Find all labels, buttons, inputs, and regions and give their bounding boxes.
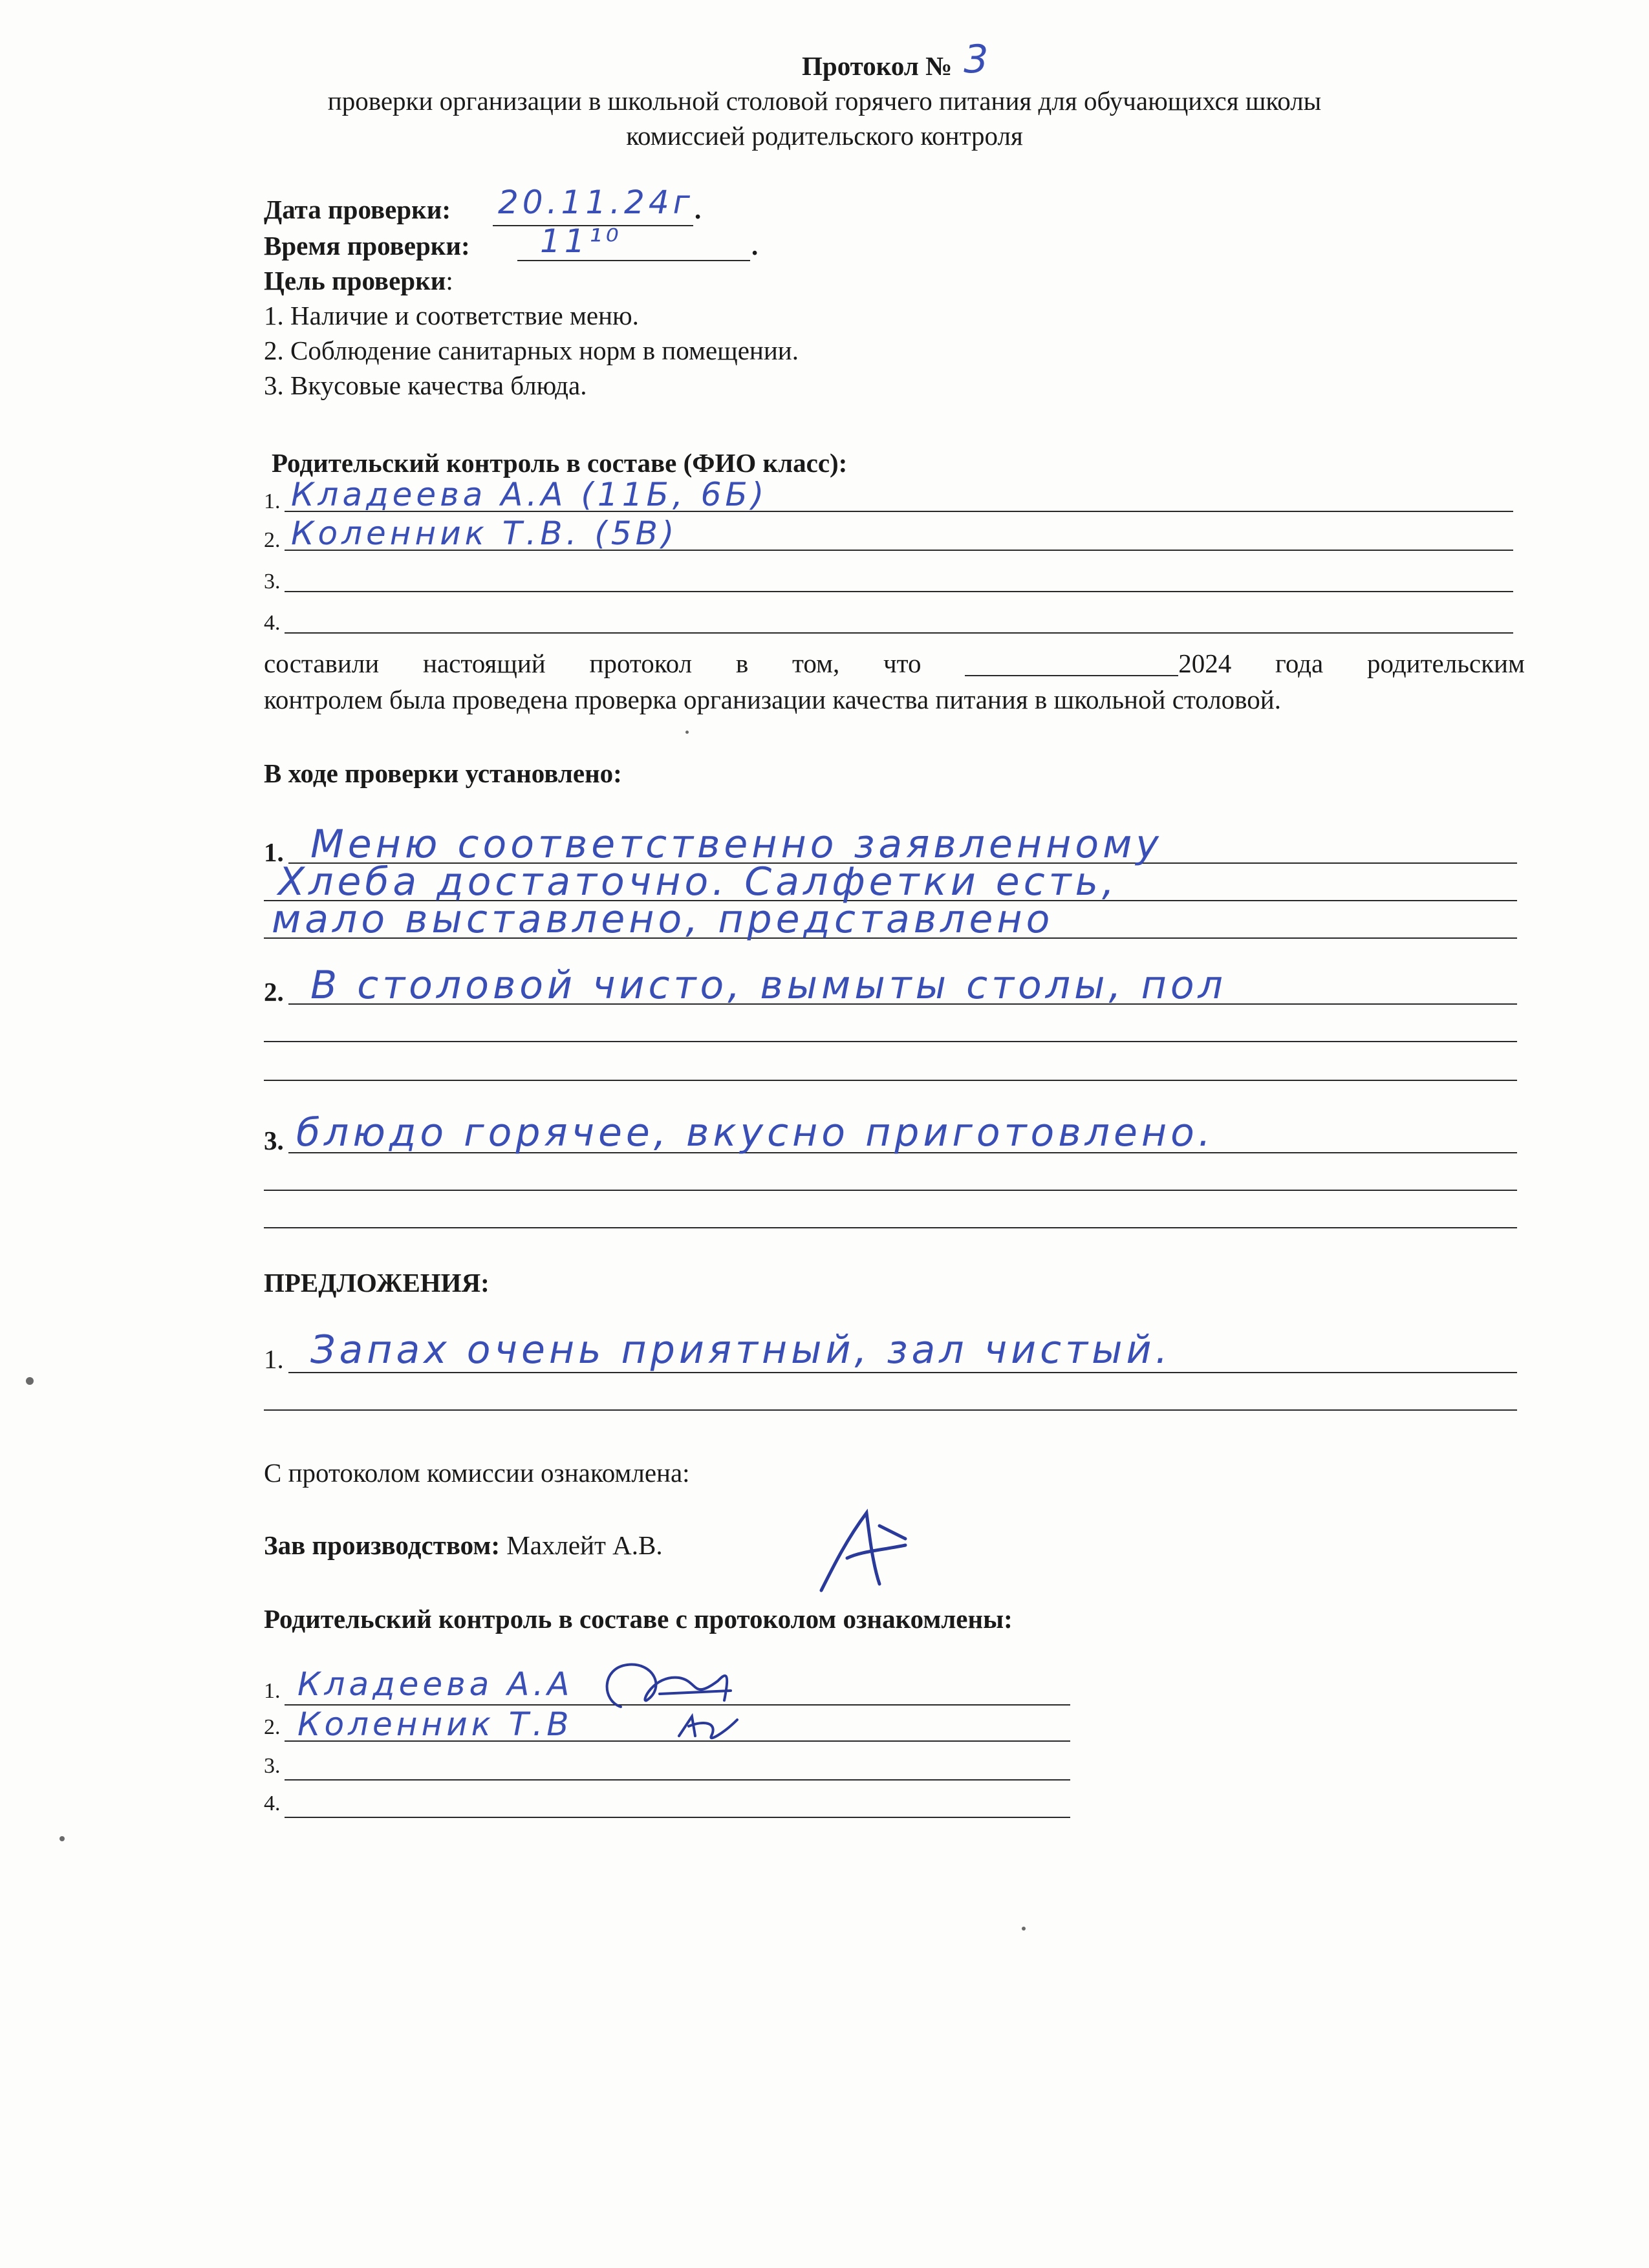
member-number: 1.: [264, 489, 281, 513]
finding-text: блюдо горячее, вкусно приготовлено.: [296, 1110, 1214, 1155]
goal-item: 2. Соблюдение санитарных норм в помещении.: [264, 336, 799, 365]
committee-heading: Родительский контроль в составе (ФИО класс):: [272, 448, 848, 478]
acknowledgement-text: С протоколом комиссии ознакомлена:: [264, 1458, 690, 1488]
statement-word: настоящий: [423, 648, 546, 678]
member-name: Кладеева А.А (11Б, 6Б): [291, 476, 768, 513]
goal-heading: Цель проверки:: [264, 266, 453, 295]
time-underline: [517, 260, 750, 261]
finding-line: [264, 1227, 1517, 1228]
parent-name: Коленник Т.В: [297, 1706, 573, 1743]
finding-text: Хлеба достаточно. Салфетки есть,: [278, 859, 1119, 904]
manager-row: [264, 1527, 663, 1563]
member-line: [285, 591, 1513, 592]
finding-line: [264, 1190, 1517, 1191]
statement-word: в: [735, 648, 749, 678]
finding-text: Меню соответственно заявленному: [310, 822, 1163, 867]
parent-name: Кладеева А.А: [297, 1665, 574, 1703]
date-label: Дата проверки:: [264, 195, 451, 224]
parent-number: 1.: [264, 1679, 281, 1703]
subtitle-line-2: комиссией родительского контроля: [626, 121, 1023, 151]
statement-date-underline: [965, 649, 1178, 676]
proposal-line: [264, 1409, 1517, 1411]
subtitle-line-1: проверки организации в школьной столовой горячего питания для обучающихся школы: [327, 86, 1322, 116]
manager-name: Махлейт А.В.: [506, 1530, 663, 1560]
parent-number: 4.: [264, 1792, 281, 1815]
parent-number: 2.: [264, 1715, 281, 1739]
statement-date-blank: [965, 645, 1231, 681]
finding-text: мало выставлено, представлено: [272, 897, 1054, 942]
member-line: [285, 632, 1513, 634]
date-value: 20.11.24г: [498, 184, 694, 221]
finding-number: 1.: [264, 837, 284, 867]
time-period: .: [751, 231, 759, 261]
statement-line-2: контролем была проведена проверка организации качества питания в школьной столовой.: [264, 685, 1281, 714]
parent-line: [285, 1779, 1070, 1781]
statement-word: что: [883, 648, 921, 678]
proposals-heading: ПРЕДЛОЖЕНИЯ:: [264, 1268, 490, 1298]
parent-line: [285, 1817, 1070, 1818]
statement-word: протокол: [589, 648, 693, 678]
statement-year: 2024: [1178, 648, 1232, 678]
manager-signature: [808, 1500, 918, 1603]
scan-speck: [1022, 1927, 1026, 1931]
statement-word: составили: [264, 648, 380, 678]
time-label: Время проверки:: [264, 231, 470, 261]
member-number: 4.: [264, 611, 281, 635]
scan-speck: [59, 1836, 65, 1841]
title: [802, 37, 993, 84]
statement-word: том,: [792, 648, 840, 678]
finding-line: [264, 1080, 1517, 1081]
goal-label: Цель проверки: [264, 266, 446, 295]
findings-heading: В ходе проверки установлено:: [264, 758, 622, 788]
goal-item: 1. Наличие и соответствие меню.: [264, 301, 639, 330]
member-number: 3.: [264, 570, 281, 594]
goal-item: 3. Вкусовые качества блюда.: [264, 370, 587, 400]
scan-speck: [26, 1377, 34, 1385]
protocol-number: 3: [964, 37, 993, 82]
parent-number: 3.: [264, 1754, 281, 1778]
parents-heading: Родительский контроль в составе с протоколом ознакомлены:: [264, 1604, 1013, 1634]
finding-number: 2.: [264, 977, 284, 1007]
date-period: .: [695, 195, 702, 224]
proposal-text: Запах очень приятный, зал чистый.: [310, 1327, 1172, 1373]
statement-word: года: [1275, 648, 1324, 678]
time-value: 11¹⁰: [540, 222, 623, 260]
manager-label: Зав производством:: [264, 1530, 500, 1560]
parent-signature: [673, 1707, 744, 1746]
statement-word: родительским: [1367, 648, 1525, 678]
finding-line: [264, 1041, 1517, 1042]
statement-line-1: [264, 645, 1525, 681]
finding-number: 3.: [264, 1126, 284, 1155]
finding-text: В столовой чисто, вымыты столы, пол: [310, 963, 1227, 1008]
member-name: Коленник Т.В. (5В): [291, 515, 678, 552]
title-prefix: Протокол №: [802, 51, 953, 81]
scan-speck: [685, 731, 689, 734]
member-number: 2.: [264, 528, 281, 552]
proposal-number: 1.: [264, 1344, 284, 1374]
